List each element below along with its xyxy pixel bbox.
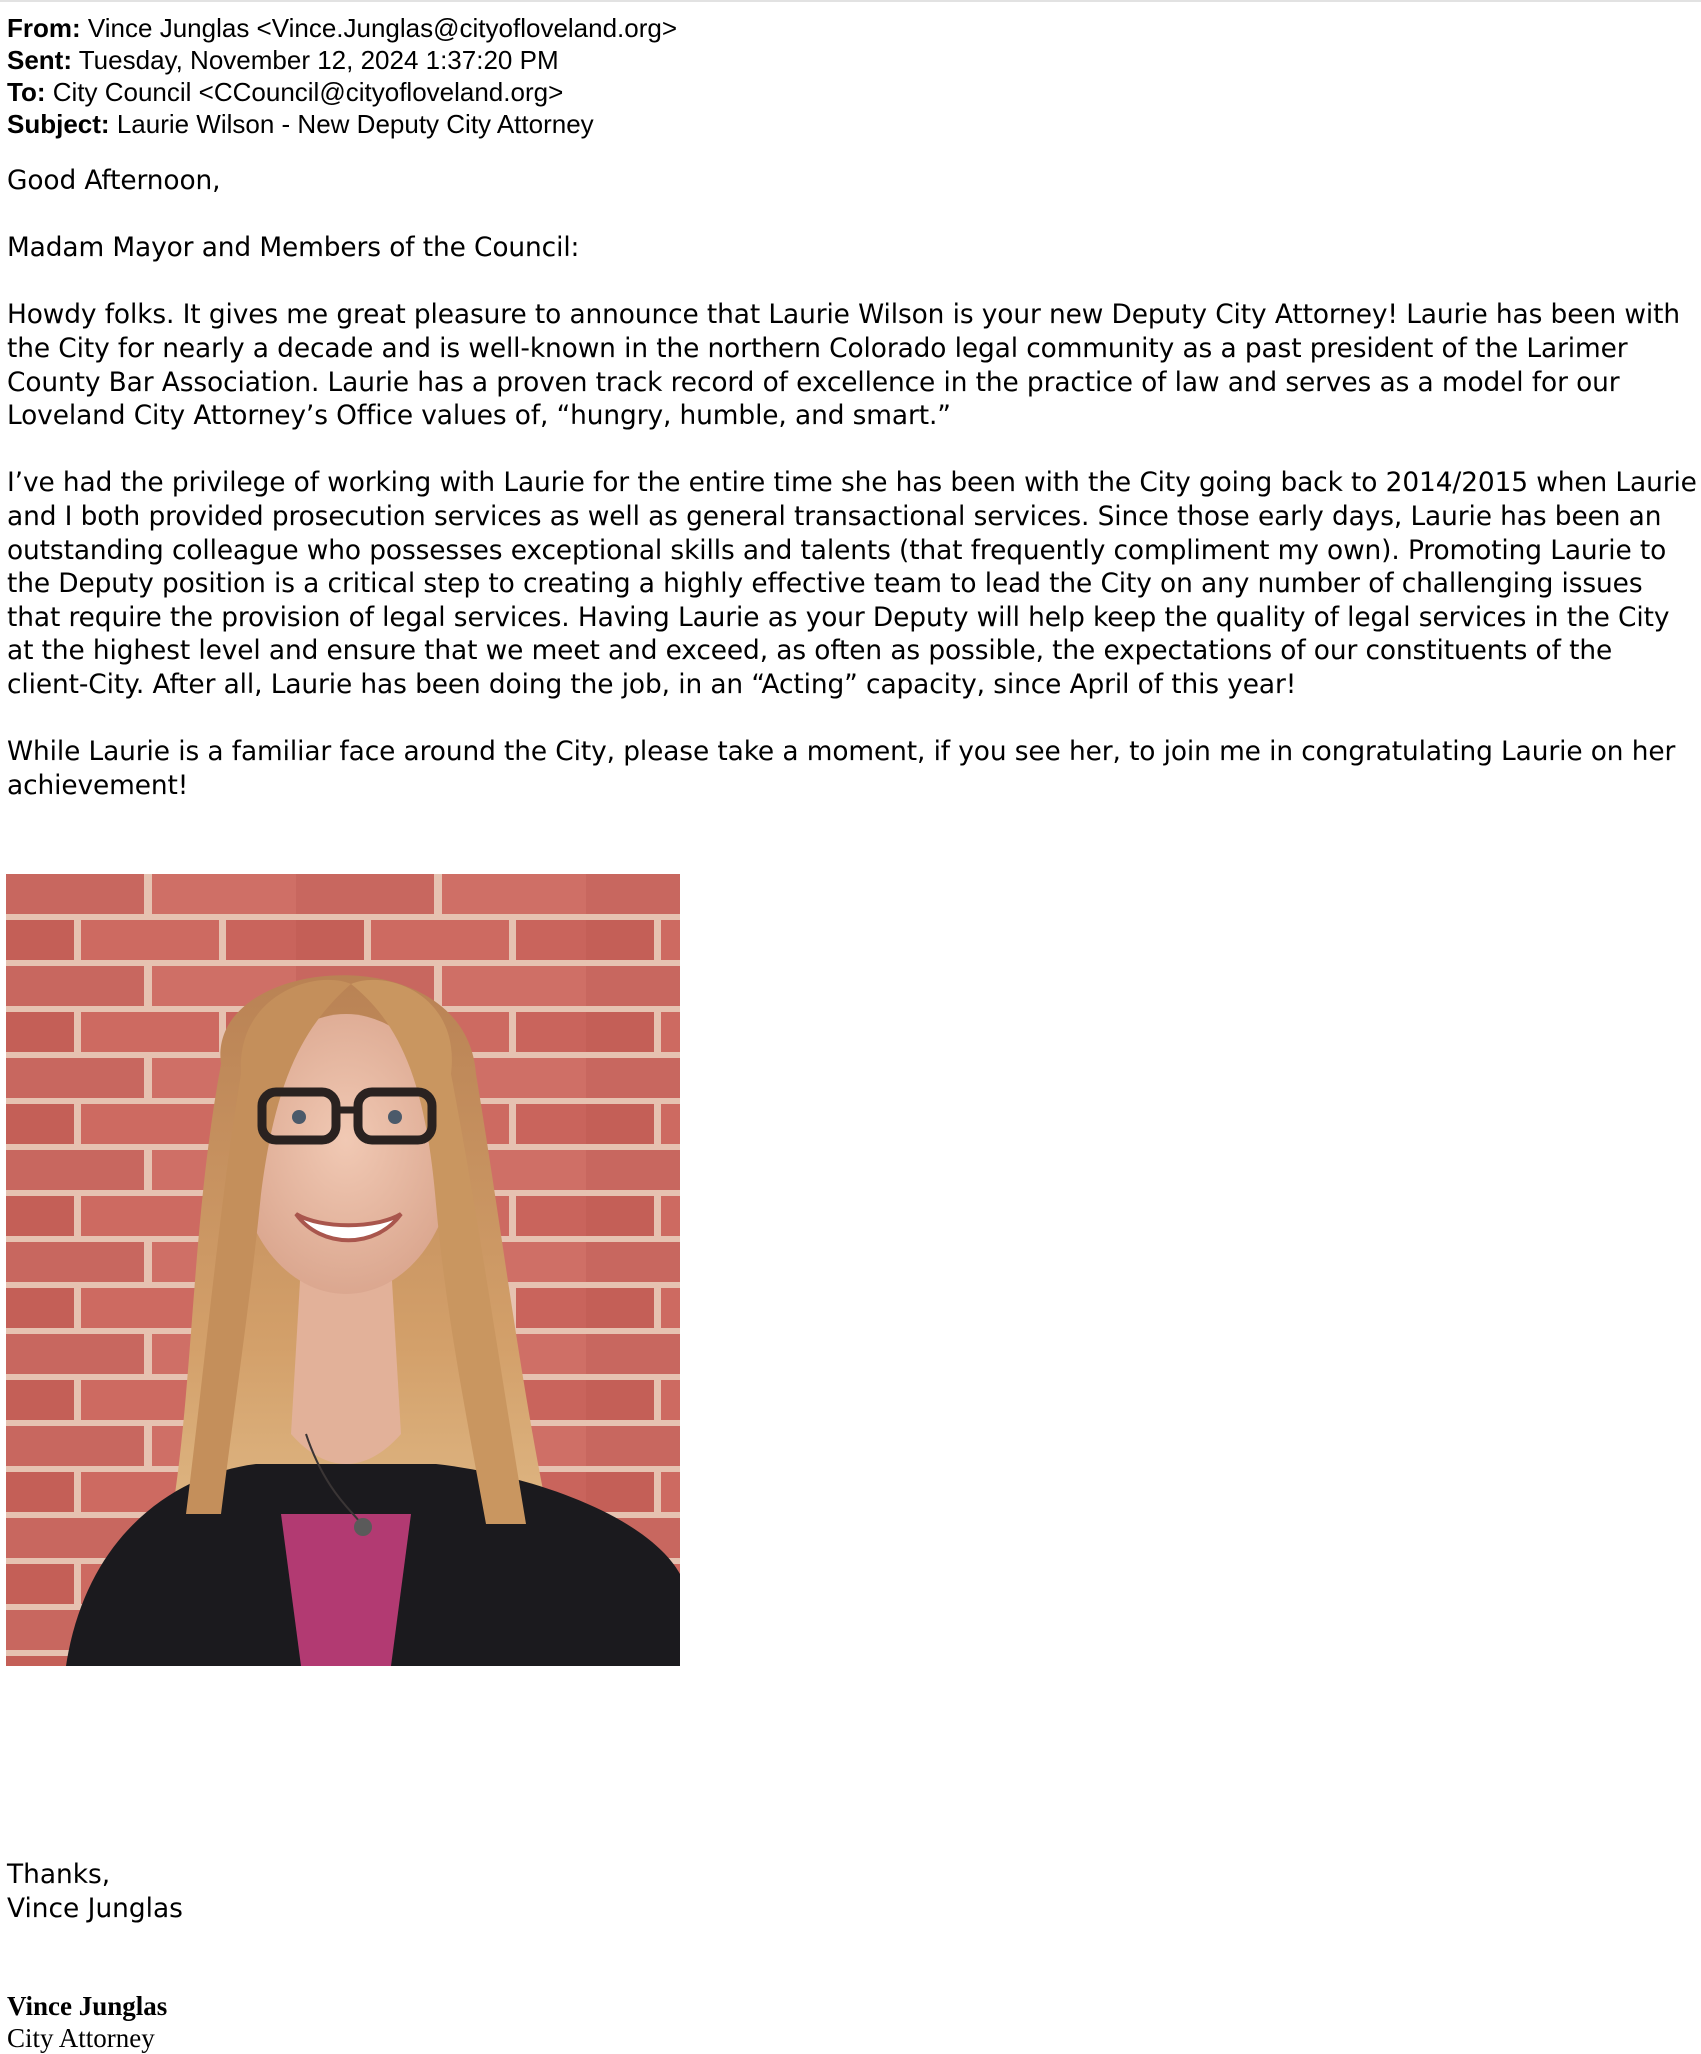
- signature-title: City Attorney: [7, 2023, 155, 2053]
- top-divider: [0, 0, 1701, 2]
- subject-row: [7, 108, 677, 140]
- sent-value: Tuesday, November 12, 2024 1:37:20 PM: [78, 45, 559, 75]
- portrait-illustration: [6, 874, 680, 1666]
- sent-label: Sent:: [7, 45, 72, 75]
- email-body: [7, 164, 1697, 802]
- to-label: To:: [7, 77, 46, 107]
- subject-value: Laurie Wilson - New Deputy City Attorney: [116, 109, 594, 139]
- from-label: From:: [7, 13, 81, 43]
- signature-block: [7, 1990, 167, 2054]
- closing-thanks: Thanks,: [7, 1859, 111, 1890]
- signature-name: Vince Junglas: [7, 1991, 168, 2021]
- from-row: [7, 12, 677, 44]
- greeting: Good Afternoon,: [7, 165, 221, 196]
- email-header: [7, 12, 677, 140]
- portrait-photo: [6, 874, 680, 1666]
- closing-name: Vince Junglas: [7, 1892, 183, 1924]
- salutation: Madam Mayor and Members of the Council:: [7, 232, 580, 264]
- to-row: [7, 76, 677, 108]
- closing: [7, 1858, 183, 1925]
- to-value[interactable]: City Council <CCouncil@cityofloveland.org>: [52, 77, 564, 107]
- sent-row: [7, 44, 677, 76]
- paragraph-history: I’ve had the privilege of working with Laurie for the entire time she has been with the City going back to 2014/2015 when Laurie and I both provided prosecution services as well as general transactional services. Since those early days, Laurie has been an outstanding colleague who possesses exceptional skills and talents (that frequently compliment my own). Promoting Laurie to the Deputy position is a critical step to creating a highly effective team to lead the City on any number of challenging issues that require the provision of legal services. Having Laurie as your Deputy will help keep the quality of legal services in the City at the highest level and ensure that we meet and exceed, as often as possible, the expectations of our constituents of the client-City. After all, Laurie has been doing the job, in an “Acting” capacity, since April of this year!: [7, 467, 1697, 700]
- from-value[interactable]: Vince Junglas <Vince.Junglas@cityofloveland.org>: [87, 13, 678, 43]
- subject-label: Subject:: [7, 109, 110, 139]
- paragraph-congratulations: While Laurie is a familiar face around the City, please take a moment, if you see her, to join me in congratulating Laurie on her achievement!: [7, 736, 1676, 801]
- paragraph-announcement: Howdy folks. It gives me great pleasure to announce that Laurie Wilson is your new Deputy City Attorney! Laurie has been with the City for nearly a decade and is well-known in the northern Colorado legal community as a past president of the Larimer County Bar Association. Laurie has a proven track record of excellence in the practice of law and serves as a model for our Loveland City Attorney’s Office values of, “hungry, humble, and smart.”: [7, 299, 1680, 432]
